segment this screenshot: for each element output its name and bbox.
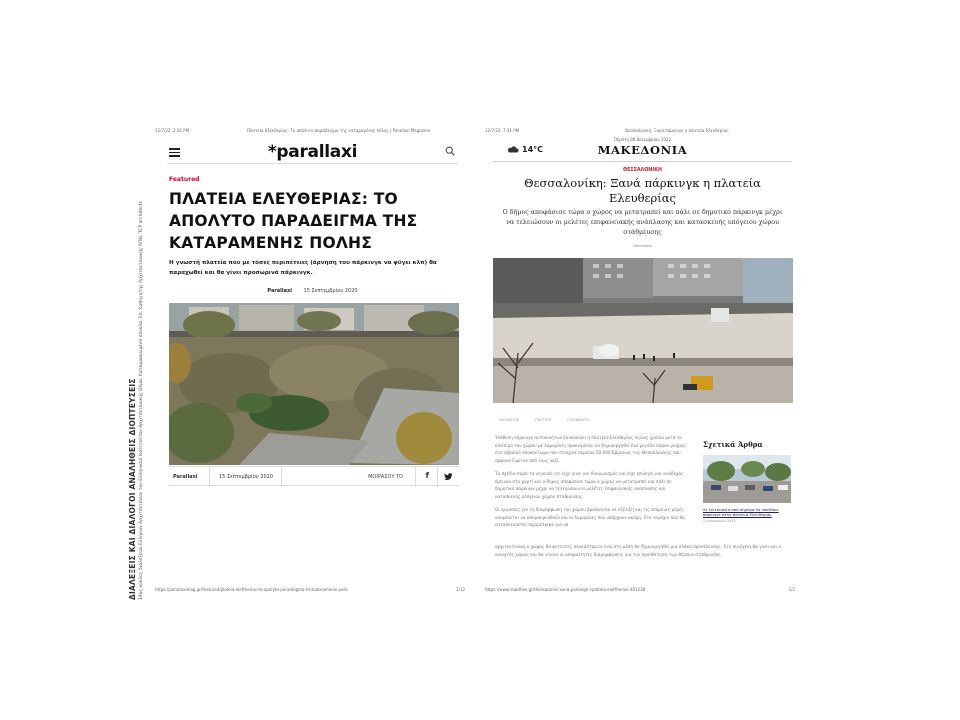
body-paragraph: Υπόθεση πάρκινγκ αυτοκινήτων ξανανοίγει η πλατεία Ελευθερίας λίγους χρόνια μετά το κλείσιμο του χώρου με λαμαρίνες προκειμένου να δημιουργηθεί ένα μεγάλο πάρκο μνήμης στο εβραϊκό ολοκαύτωμα που στοίχισε περίπου 50.000 Εβραίους της Θεσσαλονίκης που ορφανά ζωνταν από τους ναζί. xyxy=(495,435,686,463)
article-footer xyxy=(169,466,459,486)
related-title: Σχετικά Άρθρα xyxy=(703,440,763,449)
byline-date: 15 Σεπτεμβρίου 2020 xyxy=(303,288,358,294)
footer-date: 15 Σεπτεμβρίου 2020 xyxy=(219,474,274,480)
article-body xyxy=(495,434,691,535)
site-logo[interactable]: *parallaxi xyxy=(267,142,358,162)
related-articles xyxy=(703,440,793,523)
facebook-icon[interactable]: f xyxy=(425,471,429,480)
article-title: ΠΛΑΤΕΙΑ ΕΛΕΥΘΕΡΙΑΣ: ΤΟ ΑΠΟΛΥΤΟ ΠΑΡΑΔΕΙΓΜΑ ΤΗΣ ΚΑΤΑΡΑΜΕΝΗΣ ΠΟΛΗΣ xyxy=(169,190,418,252)
share-label: ΜΟΙΡΑΣΟΥ ΤΟ xyxy=(368,474,403,480)
byline xyxy=(155,288,470,294)
side-label-subtitle: 19ος κύκλος διαλέξεων Ελλήνων Αρχιτεκτόνων του Ελληνικού Ινστιτούτου Αρχιτεκτονικής Θέμα: Καταρρακωμένα σύνολα, Επ. Καθηγητής Αρχιτεκτονικής ΑΠΘ, TCP architects xyxy=(139,201,144,600)
related-caption[interactable]: Σε λειτουργία από σήμερα το υπαίθριο πάρκινγκ στην πλατεία Ελευθερίας xyxy=(703,507,779,517)
body-paragraph-wide: αρχιτεκτονική ο χώρος θα φυτευτεί, πλακόστρωτα ενώ στη μέση θα δημιουργηθεί μια πλάκα προσέλευσης. Στη συνέχεια θα γίνει και ο ανοιχτός χώρος και θα γίνουν οι απαραίτητες διαμορφώσεις για την προσθέτηση των θέσεων στάθμευσης. xyxy=(495,544,781,557)
article-lead: Η γνωστή πλατεία που με τόσες περιπέτειες (άρνηση του πάρκινγκ να φύγει κλπ) θα παραχωθεί και θα γίνει προσωρινά πάρκινγκ. xyxy=(169,260,437,276)
article-photo xyxy=(493,258,793,403)
print-header xyxy=(155,128,470,133)
parallaxi-print-page xyxy=(155,128,470,593)
print-header xyxy=(485,128,800,133)
print-footer xyxy=(485,587,800,592)
print-url: https://parallaximag.gr/featured/plateia-eleftherias-to-apolyto-paradeigma-tis-kataramenis-polis xyxy=(155,587,348,592)
share-twitter[interactable]: TWITTER xyxy=(534,417,552,422)
site-header xyxy=(167,142,458,164)
makedonia-print-page xyxy=(485,128,800,593)
share-comments[interactable]: COMMENTS xyxy=(566,417,589,422)
related-photo[interactable] xyxy=(703,455,791,503)
side-label-title: ΔΙΑΛΕΞΕΙΣ ΚΑΙ ΔΙΑΛΟΓΟΙ ΑΝΑΛΗΘΕΙΣ ΔΙΟΠΤΕΥΣΕΙΣ xyxy=(128,378,137,600)
print-time: 12/7/22, 7:31 PM xyxy=(485,128,520,133)
footer-author[interactable]: Parallaxi xyxy=(173,474,198,480)
side-label xyxy=(128,150,158,600)
header-divider xyxy=(493,161,792,162)
article-author: Newsroom xyxy=(632,244,652,248)
body-paragraph: Τα σχέδια παρά τα γεγονός ότι είχε γίνει και διαγωνισμός και είχε επιλεγεί και ανάδοχος έμειναν στο χαρτί και ο δήμος αποφάσισε τώρα ο χώρος να μετατραπεί και πάλι σε δημοτικό πάρκινγκ μέχρι να τελειώσουν οι μελέτες επιφανειακής ανάπλασης και κατασκευής υπόγειου χώρου στάθμευσης. xyxy=(495,471,684,499)
print-title: Θεσσαλονίκη: Ξανά πάρκινγκ η πλατεία Ελευθερίας xyxy=(625,128,729,133)
body-paragraph: Οι εργασίες για τη διαμόρφωση του χώρου βρίσκονται σε εξέλιξη και τις επόμενες μέρες αναμένεται να απομακρυνθούν και οι λαμαρίνες που υπάρχουν ακόμη. Στο τεμάχιο που θα κατασκευαστεί περιμετρικά για να xyxy=(495,507,685,527)
related-date: 2 Ιανουαρίου 2023 xyxy=(703,519,736,523)
byline-author[interactable]: Parallaxi xyxy=(267,288,292,294)
search-icon[interactable] xyxy=(445,146,455,156)
article-subtitle: Ο δήμος αποφάσισε τώρα ο χώρος να μετατραπεί και πάλι σε δημοτικό πάρκινγκ μέχρι να τελειώσουν οι μελέτες επιφανειακής ανάπλασης και κατασκευής υπόγειου χώρου στάθμευσης xyxy=(502,209,783,236)
print-time: 12/7/22, 2:22 PM xyxy=(155,128,190,133)
print-page-number: 1/12 xyxy=(456,587,465,592)
print-footer xyxy=(155,587,470,592)
category-label[interactable]: ΘΕΣΣΑΛΟΝΙΚΗ xyxy=(623,168,662,173)
article-photo xyxy=(169,303,459,465)
share-facebook[interactable]: FACEBOOK xyxy=(499,417,520,422)
print-url: https://www.makthes.gr/thessaloniki-xana-parkingk-i-plateia-eleftherias-407238 xyxy=(485,587,646,592)
header-date: Πέμπτη 08 Δεκεμβρίου 2022 xyxy=(613,137,672,142)
weather-temp: 14°C xyxy=(522,145,544,154)
print-title: Πλατεία Ελευθερίας: Το απόλυτο παράδειγμα της καταραμένης πόλης | Parallaxi Magazine xyxy=(247,128,430,133)
parking-construction-photo xyxy=(493,258,793,403)
article-title: Θεσσαλονίκη: Ξανά πάρκινγκ η πλατεία Ελευθερίας xyxy=(524,176,761,205)
print-page-number: 1/2 xyxy=(788,587,795,592)
square-aerial-photo xyxy=(169,303,459,465)
site-logo[interactable]: ΜΑΚΕΔΟΝΙΑ xyxy=(597,143,688,157)
twitter-icon[interactable] xyxy=(444,472,453,481)
share-bar xyxy=(499,417,603,422)
category-label[interactable]: Featured xyxy=(169,176,200,183)
